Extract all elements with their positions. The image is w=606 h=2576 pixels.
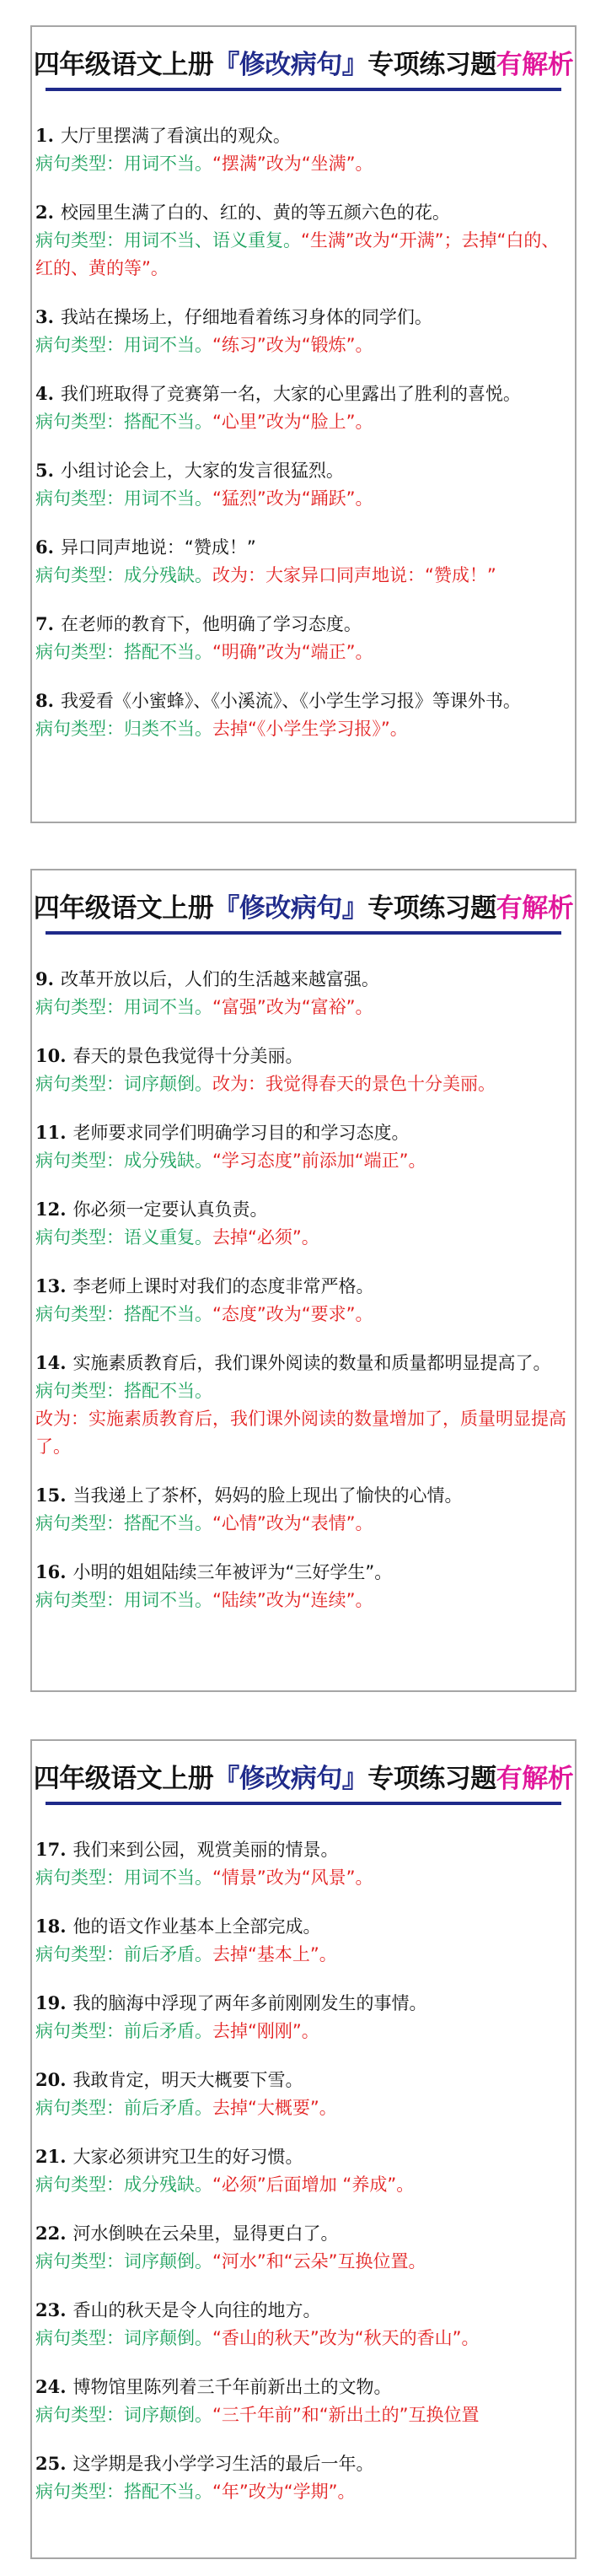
exercise-item [32,610,575,666]
answer: 病句类型：词序颠倒。改为：我觉得春天的景色十分美丽。 [35,1074,496,1094]
sentence: 3. 我站在操场上，仔细地看着练习身体的同学们。 [35,306,432,327]
sentence: 15. 当我递上了茶杯，妈妈的脸上现出了愉快的心情。 [35,1485,463,1506]
item-list [32,935,575,1614]
exercise-item [32,121,575,178]
answer: 病句类型：用词不当、语义重复。“生满”改为“开满”；去掉“白的、 红的、黄的等”。 [35,230,560,278]
sentence: 19. 我的脑海中浮现了两年多前刚刚发生的事情。 [35,1992,427,2013]
worksheet-card-1 [30,25,577,823]
sentence: 24. 博物馆里陈列着三千年前新出土的文物。 [35,2376,392,2397]
item-list [32,1805,575,2506]
sentence: 7. 在老师的教育下，他明确了学习态度。 [35,613,362,634]
answer: 病句类型：搭配不当。“年”改为“学期”。 [35,2482,356,2502]
sentence: 9. 改革开放以后，人们的生活越来越富强。 [35,968,379,989]
answer: 病句类型：词序颠倒。“三千年前”和“新出土的”互换位置 [35,2405,480,2425]
sentence: 17. 我们来到公园，观赏美丽的情景。 [35,1839,339,1860]
exercise-item [32,2142,575,2199]
corrected-sentence: 改为：实施素质教育后，我们课外阅读的数量增加了，质量明显提高了。 [35,1409,566,1457]
sentence: 10. 春天的景色我觉得十分美丽。 [35,1045,303,1066]
sentence: 5. 小组讨论会上，大家的发言很猛烈。 [35,460,344,481]
exercise-item [32,1481,575,1538]
exercise-item [32,2296,575,2352]
sentence: 4. 我们班取得了竞赛第一名，大家的心里露出了胜利的喜悦。 [35,383,521,404]
answer: 病句类型：用词不当。“陆续”改为“连续”。 [35,1590,373,1610]
exercise-item [32,1558,575,1614]
exercise-item [32,1042,575,1098]
sentence: 6. 异口同声地说：“赞成！” [35,536,256,558]
sentence: 23. 香山的秋天是令人向往的地方。 [35,2299,321,2320]
exercise-item [32,2449,575,2506]
sentence: 1. 大厅里摆满了看演出的观众。 [35,125,291,146]
answer: 病句类型：搭配不当。“心情”改为“表情”。 [35,1513,373,1533]
answer: 病句类型：搭配不当。“态度”改为“要求”。 [35,1304,373,1324]
exercise-item [32,456,575,513]
exercise-item [32,2066,575,2122]
exercise-item [32,533,575,590]
sentence: 25. 这学期是我小学学习生活的最后一年。 [35,2453,374,2474]
answer: 病句类型：用词不当。“富强”改为“富裕”。 [35,997,373,1017]
exercise-item [32,1118,575,1175]
sentence: 2. 校园里生满了白的、红的、黄的等五颜六色的花。 [35,202,450,223]
answer: 病句类型：搭配不当。“明确”改为“端正”。 [35,642,373,662]
answer: 病句类型：词序颠倒。“河水”和“云朵”互换位置。 [35,2251,426,2272]
exercise-item [32,2373,575,2429]
answer: 病句类型：词序颠倒。“香山的秋天”改为“秋天的香山”。 [35,2328,480,2348]
exercise-item [32,303,575,359]
answer: 病句类型：前后矛盾。去掉“基本上”。 [35,1944,337,1964]
answer: 病句类型：用词不当。“练习”改为“锻炼”。 [35,335,373,355]
answer: 病句类型：语义重复。去掉“必须”。 [35,1227,319,1248]
exercise-item [32,2219,575,2276]
exercise-item [32,1912,575,1969]
exercise-item [32,1989,575,2045]
exercise-item [32,965,575,1021]
exercise-item [32,1272,575,1328]
exercise-item [32,687,575,743]
sentence: 8. 我爱看《小蜜蜂》、《小溪流》、《小学生学习报》等课外书。 [35,690,521,711]
sentence: 11. 老师要求同学们明确学习目的和学习态度。 [35,1122,410,1143]
sentence: 22. 河水倒映在云朵里，显得更白了。 [35,2223,339,2244]
card-title: 四年级语文上册 『修改病句』 专项练习题 有解析 [46,35,561,91]
sentence: 13. 李老师上课时对我们的态度非常严格。 [35,1275,374,1296]
answer: 病句类型：前后矛盾。去掉“大概要”。 [35,2098,337,2118]
card-title: 四年级语文上册 『修改病句』 专项练习题 有解析 [46,1749,561,1805]
answer: 病句类型：用词不当。“猛烈”改为“踊跃”。 [35,488,373,509]
answer: 病句类型：搭配不当。“心里”改为“脸上”。 [35,412,373,432]
worksheet-card-3 [30,1739,577,2559]
answer: 病句类型：搭配不当。 [35,1381,212,1401]
answer: 病句类型：归类不当。去掉“《小学生学习报》”。 [35,719,408,739]
answer: 病句类型：用词不当。“情景”改为“风景”。 [35,1867,373,1888]
answer: 病句类型：成分残缺。“必须”后面增加 “养成”。 [35,2175,415,2195]
exercise-item [32,198,575,283]
sentence: 18. 他的语文作业基本上全部完成。 [35,1916,321,1937]
exercise-item [32,380,575,436]
card-title: 四年级语文上册 『修改病句』 专项练习题 有解析 [46,879,561,935]
item-list [32,91,575,743]
sentence: 14. 实施素质教育后，我们课外阅读的数量和质量都明显提高了。 [35,1352,551,1373]
sentence: 16. 小明的姐姐陆续三年被评为“三好学生”。 [35,1561,393,1582]
sentence: 20. 我敢肯定，明天大概要下雪。 [35,2069,303,2090]
answer: 病句类型：成分残缺。改为：大家异口同声地说：“赞成！” [35,565,496,585]
answer: 病句类型：用词不当。“摆满”改为“坐满”。 [35,154,373,174]
exercise-item [32,1195,575,1252]
exercise-item [32,1349,575,1461]
worksheet-card-2 [30,869,577,1692]
exercise-item [32,1835,575,1892]
answer: 病句类型：前后矛盾。去掉“刚刚”。 [35,2021,319,2041]
answer: 病句类型：成分残缺。“学习态度”前添加“端正”。 [35,1151,426,1171]
sentence: 12. 你必须一定要认真负责。 [35,1199,268,1220]
sentence: 21. 大家必须讲究卫生的好习惯。 [35,2146,303,2167]
